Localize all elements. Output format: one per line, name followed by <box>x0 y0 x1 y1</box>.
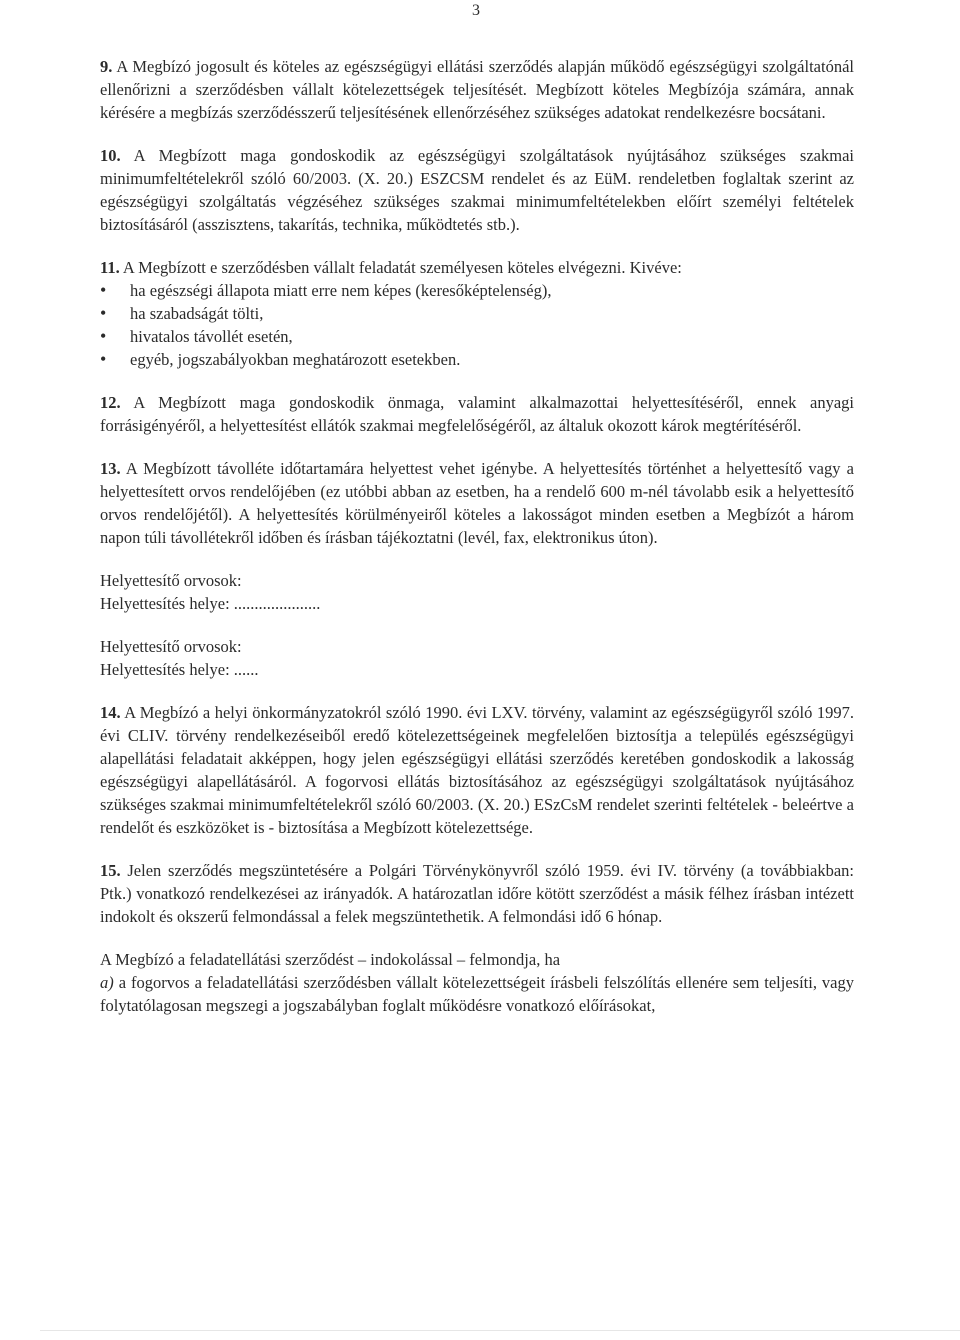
section-15 <box>100 859 854 928</box>
list-item: • hivatalos távollét esetén, <box>100 325 854 348</box>
section-14 <box>100 701 854 839</box>
list-item: • egyéb, jogszabályokban meghatározott esetekben. <box>100 348 854 371</box>
section-text: A Megbízó a helyi önkormányzatokról szóló 1990. évi LXV. törvény, valamint az egészségügyről szóló 1997. évi CLIV. törvény rendelkezéseiből eredő kötelezettségeinek megfelelően biztosítja a település egészségügyi alapellátási feladatait akképpen, hogy jelen egészségügyi ellátási szerződés keretében gondoskodik a lakosság egészségügyi alapellátásáról. A fogorvosi ellátás biztosításához az egészségügyi szolgáltatások nyújtásához szükséges szakmai minimumfeltételekről szóló 60/2003. (X. 20.) ESzCsM rendelet szerinti feltételek - beleértve a rendelőt és eszközöket is - biztosítása a Megbízott kötelezettsége. <box>100 703 854 837</box>
section-number: 13. <box>100 459 121 478</box>
section-number: 12. <box>100 393 121 412</box>
section-text: A Megbízott távolléte időtartamára helyettest vehet igénybe. A helyettesítés történhet a helyettesítő vagy a helyettesített orvos rendelőjében (ez utóbbi abban az esetben, ha a rendelő 600 m-nél távolabb esik a helyettesítő orvos rendelőjétől). A helyettesítés körülményeiről köteles a lakosságot minden esetben a Megbízót a három napon túli távollétekről időben és írásban tájékoztatni (levél, fax, elektronikus úton). <box>100 459 854 547</box>
section-text: A Megbízott maga gondoskodik az egészségügyi szolgáltatások nyújtásához szükséges szakmai minimumfeltételekről szóló 60/2003. (X. 20.) ESZCSM rendelet és az EüM. rendeletben foglaltak szerint az egészségügyi szolgáltatás végzéséhez szükséges szakmai minimumfeltételekben előírt személyi feltételek biztosításáról (asszisztens, takarítás, technika, működtetés stb.). <box>100 146 854 234</box>
section-text: A Megbízott maga gondoskodik önmaga, valamint alkalmazottai helyettesítéséről, ennek anyagi forrásigényéről, a helyettesítést ellátók szakmai megfelelőségéről, az általuk okozott károk megtérítéséről. <box>100 393 854 435</box>
exception-list <box>100 279 854 371</box>
termination-intro: A Megbízó a feladatellátási szerződést – indokolással – felmondja, ha <box>100 950 561 969</box>
section-12 <box>100 391 854 437</box>
list-item: • ha szabadságát tölti, <box>100 302 854 325</box>
termination-condition-a <box>100 971 854 1017</box>
substitute-doctor-label: Helyettesítő orvosok: <box>100 571 242 590</box>
section-number: 9. <box>100 57 113 76</box>
substitute-place-label: Helyettesítés helye: ...... <box>100 660 259 679</box>
condition-label: a) <box>100 973 114 992</box>
condition-text: a fogorvos a feladatellátási szerződésben vállalt kötelezettségeit írásbeli felszólítás ellenére sem teljesíti, vagy folytatólagosan megszegi a jogszabályban foglalt működésre vonatkozó előírásokat, <box>100 973 854 1015</box>
section-9 <box>100 55 854 124</box>
page-number: 3 <box>472 2 480 19</box>
document-body <box>100 55 854 1017</box>
substitute-block-2 <box>100 635 854 681</box>
section-number: 15. <box>100 861 121 880</box>
section-text: Jelen szerződés megszüntetésére a Polgári Törvénykönyvről szóló 1959. évi IV. törvény (a továbbiakban: Ptk.) vonatkozó rendelkezései az irányadók. A határozatlan időre kötött szerződést a másik félhez írásban intézett indokolt és okszerű felmondással a felek megszüntethetik. A felmondási idő 6 hónap. <box>100 861 854 926</box>
section-text: A Megbízott e szerződésben vállalt feladatát személyesen köteles elvégezni. Kivéve: <box>119 258 682 277</box>
section-number: 10. <box>100 146 121 165</box>
section-10 <box>100 144 854 236</box>
substitute-doctor-label: Helyettesítő orvosok: <box>100 637 242 656</box>
substitute-place-label: Helyettesítés helye: ..................... <box>100 594 321 613</box>
section-11 <box>100 256 854 279</box>
list-item: • ha egészségi állapota miatt erre nem képes (keresőképtelenség), <box>100 279 854 302</box>
section-number: 11. <box>100 258 120 277</box>
substitute-block-1 <box>100 569 854 615</box>
section-13 <box>100 457 854 549</box>
scan-edge-line <box>40 1330 960 1331</box>
section-text: A Megbízó jogosult és köteles az egészségügyi ellátási szerződés alapján működő egészségügyi szolgáltatónál ellenőrizni a szerződésben vállalt kötelezettségek teljesítését. Megbízott köteles Megbízója számára, annak kérésére a megbízás szerződésszerű teljesítésének ellenőrzéséhez szükséges adatokat rendelkezésre bocsátani. <box>100 57 854 122</box>
section-number: 14. <box>100 703 121 722</box>
